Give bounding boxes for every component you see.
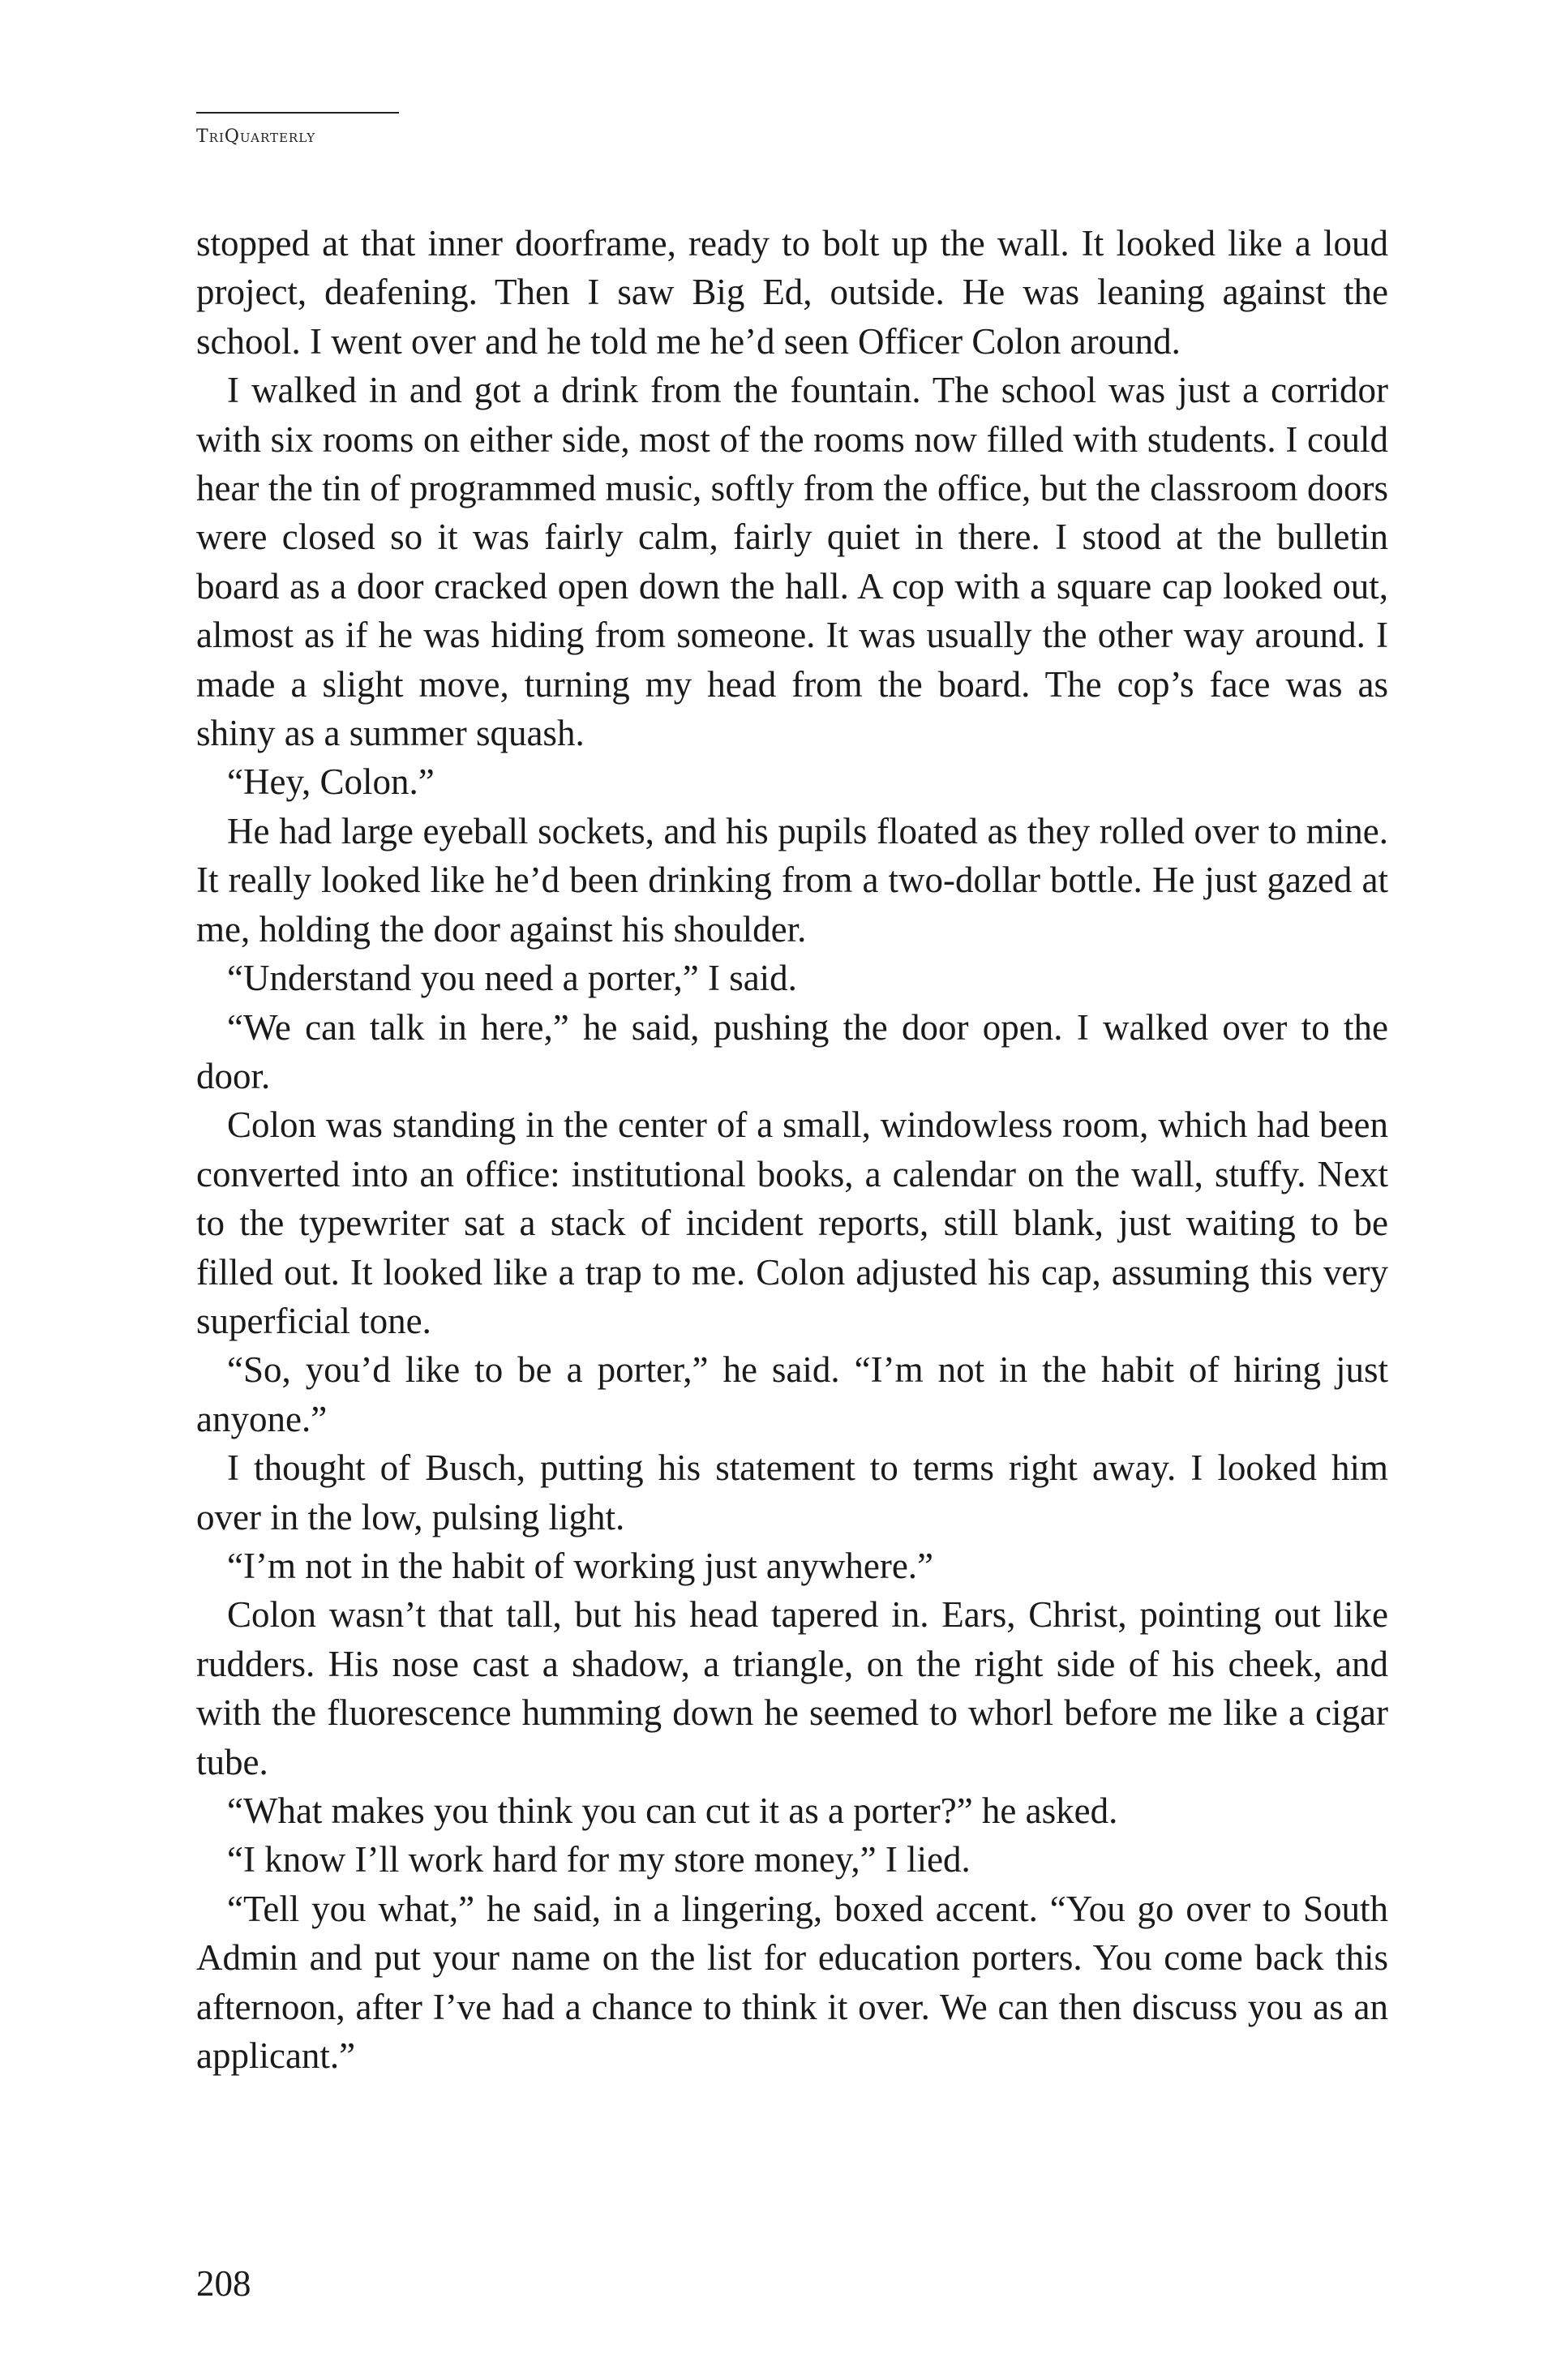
paragraph: “I’m not in the habit of working just anywhere.” xyxy=(227,1545,934,1586)
page-number: 208 xyxy=(196,2263,251,2304)
paragraph: He had large eyeball sockets, and his pupils floated as they rolled over to mine. It really looked like he’d been drinking from a two-dollar bottle. He just gazed at me, holding the door against his shoulder. xyxy=(196,810,1388,950)
paragraph: “Hey, Colon.” xyxy=(227,761,435,803)
paragraph: “Understand you need a porter,” I said. xyxy=(227,958,797,999)
paragraph: stopped at that inner doorframe, ready to bolt up the wall. It looked like a loud project, deafening. Then I saw Big Ed, outside. He was leaning against the school. I went over and he told me he’d seen Officer Colon around. xyxy=(196,223,1388,362)
paragraph: “I know I’ll work hard for my store money,” I lied. xyxy=(227,1839,971,1880)
body-text xyxy=(196,219,1388,2080)
paragraph: Colon wasn’t that tall, but his head tapered in. Ears, Christ, pointing out like rudders. His nose cast a shadow, a triangle, on the right side of his cheek, and with the fluorescence humming down he seemed to whorl before me like a cigar tube. xyxy=(196,1594,1388,1782)
paragraph: “We can talk in here,” he said, pushing the door open. I walked over to the door. xyxy=(196,1006,1388,1096)
paragraph: “So, you’d like to be a porter,” he said. “I’m not in the habit of hiring just anyone.” xyxy=(196,1349,1388,1439)
paragraph: “Tell you what,” he said, in a lingering, boxed accent. “You go over to South Admin and put your name on the list for education porters. You come back this afternoon, after I’ve had a chance to think it over. We can then discuss you as an applicant.” xyxy=(196,1888,1388,2077)
paragraph: I walked in and got a drink from the fountain. The school was just a corridor with six rooms on either side, most of the rooms now filled with students. I could hear the tin of programmed music, softly from the office, but the classroom doors were closed so it was fairly calm, fairly quiet in there. I stood at the bulletin board as a door cracked open down the hall. A cop with a square cap looked out, almost as if he was hiding from someone. It was usually the other way around. I made a slight move, turning my head from the board. The cop’s face was as shiny as a summer squash. xyxy=(196,370,1388,754)
running-head: TriQuarterly xyxy=(196,112,399,147)
paragraph: Colon was standing in the center of a small, windowless room, which had been converted into an office: institutional books, a calendar on the wall, stuffy. Next to the typewriter sat a stack of incident reports, still blank, just waiting to be filled out. It looked like a trap to me. Colon adjusted his cap, assuming this very superficial tone. xyxy=(196,1104,1388,1341)
paragraph: I thought of Busch, putting his statement to terms right away. I looked him over in the low, pulsing light. xyxy=(196,1447,1388,1537)
paragraph: “What makes you think you can cut it as a porter?” he asked. xyxy=(227,1790,1118,1831)
